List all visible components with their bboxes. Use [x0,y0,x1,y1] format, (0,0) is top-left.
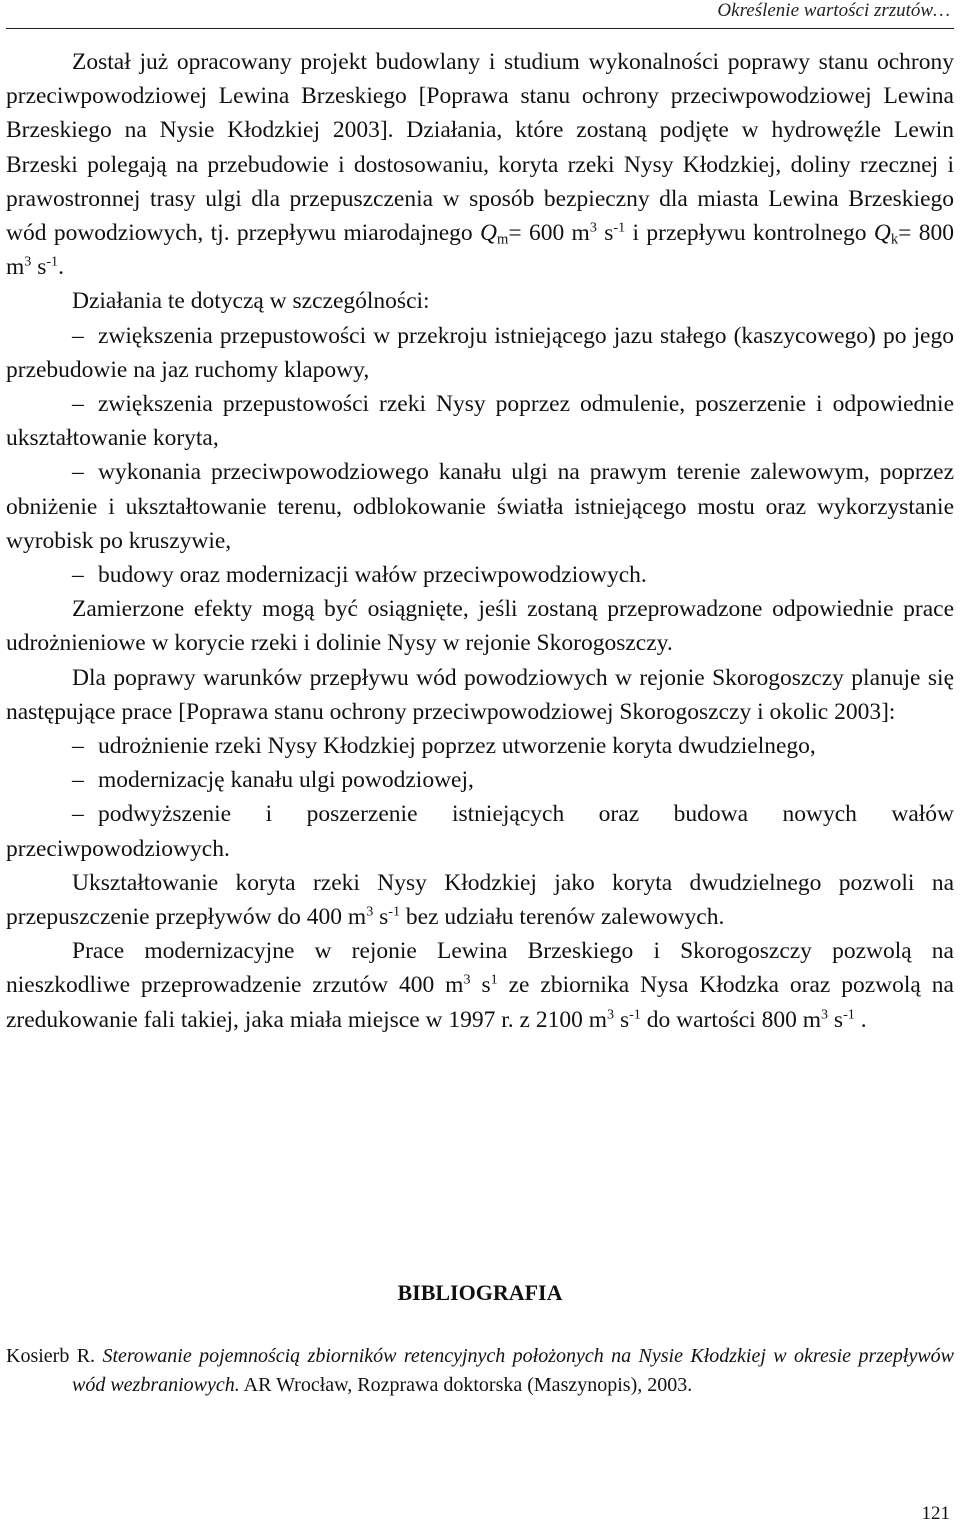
paragraph-4: Zamierzone efekty mogą być osiągnięte, jeśli zostaną przeprowadzone odpowiednie prace udrożnieniowe w korycie rzeki i dolinie Nysy w rejonie Skorogoszczy. [6,596,954,657]
dash-bullet: – [72,733,84,760]
list-item [6,319,954,387]
bibliography-title: Sterowanie pojemnością zbiorników retencyjnych położonych na Nysie Kłodzkiej w okresie przepływów wód wezbraniowych. [72,1345,954,1396]
q-subscript-k: k [890,231,899,248]
paragraph-1 [6,45,954,284]
superscript-minus-1: -1 [629,1006,641,1023]
dash-bullet: – [72,459,84,486]
unit-s: s [31,254,47,281]
paragraph-5: Dla poprawy warunków przepływu wód powodziowych w rejonie Skorogoszczy planuje się następujące prace [Poprawa stanu ochrony przeciwpowodziowej Skorogoszczy i okolic 2003]: [6,664,954,725]
dash-bullet: – [72,391,84,418]
list-item-text: zwiększenia przepustowości w przekroju istniejącego jazu stałego (kaszycowego) po jego przebudowie na jaz ruchomy klapowy, [6,322,954,383]
paragraph-2-cont: i przepływu kontrolnego [625,220,874,247]
paragraph-2-text: Działania, które zostaną podjęte w hydrowęźle Lewin Brzeski polegają na przebudowie i dostosowaniu, koryta rzeki Nysy Kłodzkiej, doliny rzecznej i prawostronnej trasy ulgi dla przepuszczenia w sposób bezpieczny dla miasta Lewina Brzeskiego wód powodziowych, tj. przepływu miarodajnego [6,117,954,247]
superscript-3: 3 [820,1006,829,1023]
superscript-3: 3 [366,903,374,920]
header-rule [6,28,954,29]
superscript-1: 1 [490,972,498,989]
body-text [6,45,954,1037]
list-item [6,387,954,455]
dash-bullet: – [72,562,84,589]
list-item-text: udrożnienie rzeki Nysy Kłodzkiej poprzez utworzenie koryta dwudzielnego, [98,733,816,760]
paragraph-6-cont: bez udziału terenów zalewowych. [400,904,725,931]
bibliography-entry [6,1342,954,1400]
q-symbol: Q [480,220,498,247]
list-item-text: podwyższenie i poszerzenie istniejących oraz budowa nowych wałów przeciwpowodziowych. [6,801,954,862]
superscript-3: 3 [24,253,32,270]
paragraph-7-text: Prace modernizacyjne w rejonie Lewina Brzeskiego i Skorogoszczy pozwolą na nieszkodliwe przeprowadzenie zrzutów 400 m [6,938,954,999]
q-subscript-m: m [497,231,509,248]
q-symbol-k: Q [873,220,891,247]
unit-s: s [470,972,491,999]
paragraph-6-text: Ukształtowanie koryta rzeki Nysy Kłodzkiej jako koryta dwudzielnego pozwoli na przepuszczenie przepływów do 400 m [6,869,954,931]
list-item [6,558,954,592]
page-number: 121 [921,1503,950,1524]
paragraph-6 [6,866,954,934]
list-item [6,729,954,763]
flow-600: = 600 m [508,220,590,247]
superscript-3: 3 [589,219,597,236]
list-item [6,763,954,797]
dash-bullet: – [72,801,84,828]
bibliography-author: Kosierb R. [6,1345,103,1367]
superscript-minus-1: -1 [46,253,59,270]
list-item [6,797,954,865]
unit-s: s [373,904,389,931]
list-item-text: wykonania przeciwpowodziowego kanału ulgi na prawym terenie zalewowym, poprzez obniżenie i ukształtowanie terenu, odblokowanie światła istniejącego mostu oraz wykorzystanie wyrobisk po kruszywie, [6,459,954,554]
superscript-minus-1: -1 [843,1006,855,1023]
flow-800: = 800 m [6,220,954,281]
unit-s: s [614,1006,630,1033]
superscript-3: 3 [463,972,471,989]
superscript-minus-1: -1 [388,903,401,920]
superscript-3: 3 [607,1006,615,1023]
paragraph-7 [6,934,954,1037]
paragraph-7-cont-2: do wartości 800 m [640,1006,821,1033]
bibliography-details: AR Wrocław, Rozprawa doktorska (Maszynopis), 2003. [239,1374,693,1396]
running-header: Określenie wartości zrzutów… [717,0,950,21]
paragraph-3: Działania te dotyczą w szczególności: [72,288,430,315]
list-item-text: modernizację kanału ulgi powodziowej, [98,767,474,794]
dash-bullet: – [72,322,84,349]
bibliography-heading: BIBLIOGRAFIA [397,1280,563,1305]
list-item [6,455,954,558]
list-item-text: zwiększenia przepustowości rzeki Nysy poprzez odmulenie, poszerzenie i odpowiednie ukształtowanie koryta, [6,391,954,452]
unit-s: s [596,220,614,247]
list-item-text: budowy oraz modernizacji wałów przeciwpowodziowych. [98,562,647,589]
paragraph-1-text: Został już opracowany projekt budowlany i studium wykonalności poprawy stanu ochrony przeciwpowodziowej Lewina Brzeskiego [Poprawa stanu ochrony przeciwpowodziowej Lewina Brzeskiego na Nysie Kłodzkiej 2003]. [6,49,954,144]
superscript-minus-1: -1 [613,219,626,236]
dash-bullet: – [72,767,84,794]
paragraph-7-cont: ze zbiornika Nysa Kłodzka oraz pozwolą na zredukowanie fali takiej, jaka miała miejsce w 1997 r. z 2100 m [6,972,954,1033]
paragraph-7-end: . [854,1006,867,1033]
unit-s: s [828,1006,844,1033]
period: . [58,254,64,281]
